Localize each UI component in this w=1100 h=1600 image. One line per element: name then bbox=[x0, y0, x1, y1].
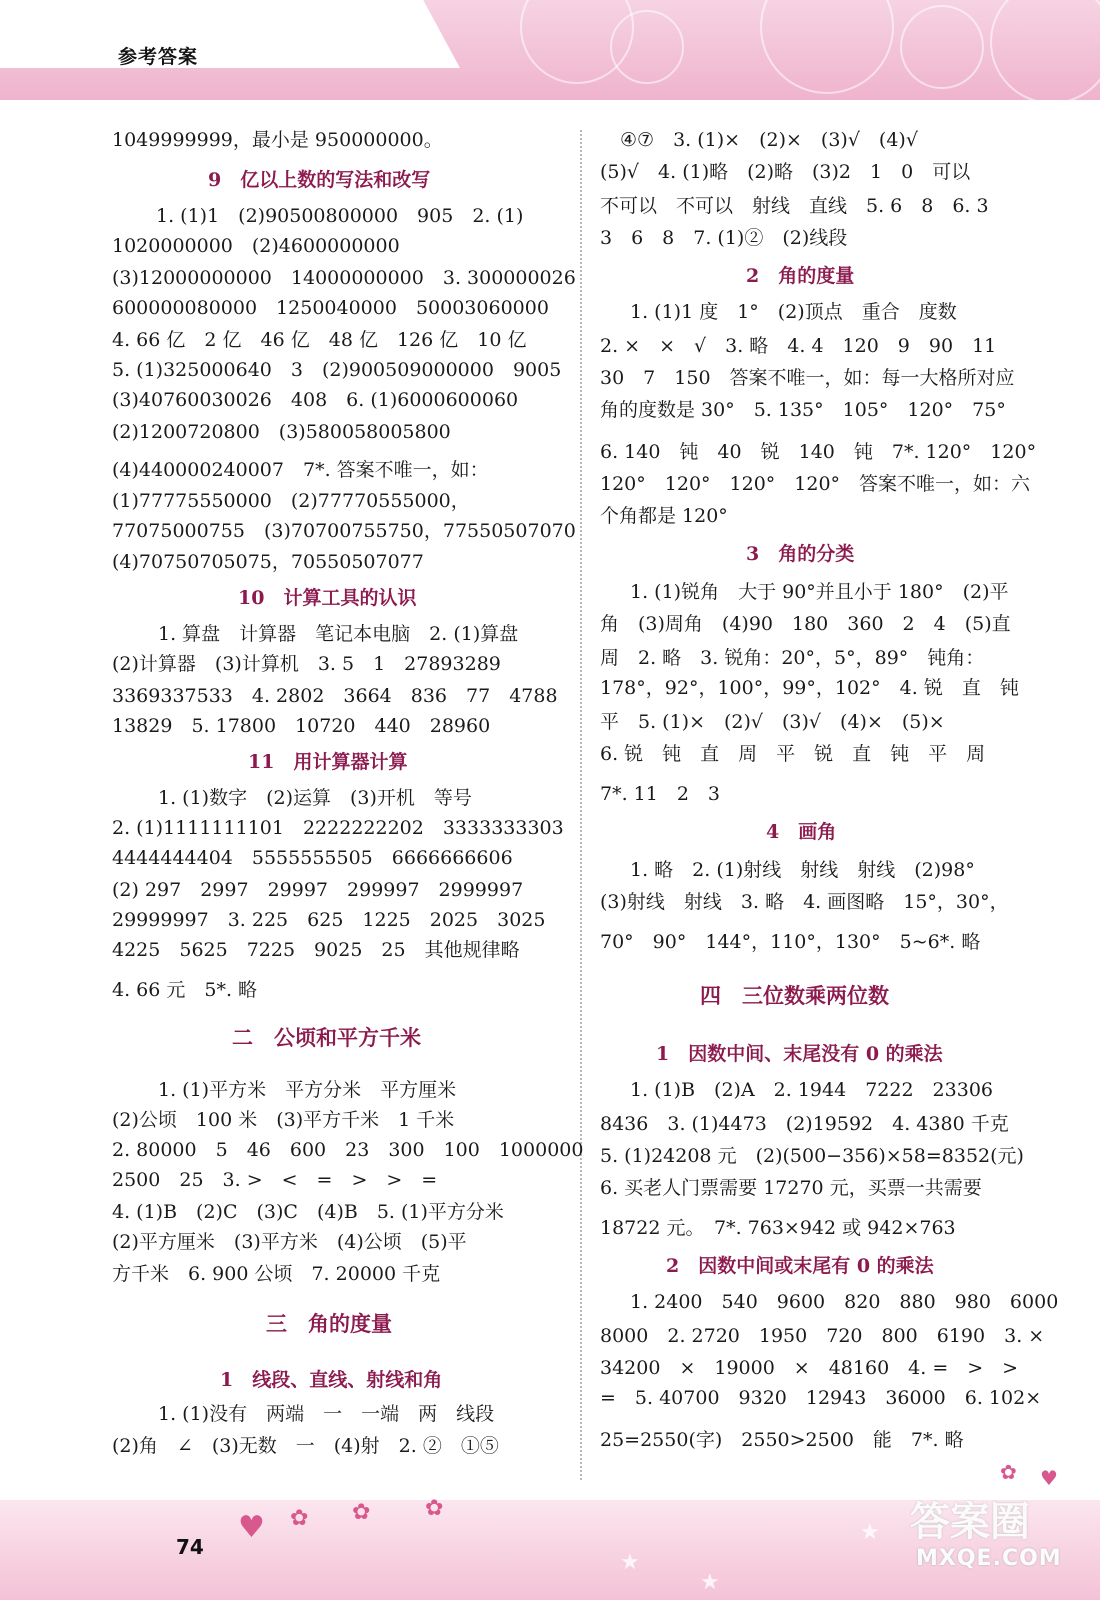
answer-line: 1. (1)B (2)A 2. 1944 7222 23306 bbox=[630, 1079, 993, 1101]
answer-line: 5. (1)325000640 3 (2)900509000000 9005 bbox=[112, 359, 562, 381]
answer-line: 1. (1)1 (2)90500800000 905 2. (1) bbox=[156, 205, 524, 227]
answer-line: 方千米 6. 900 公顷 7. 20000 千克 bbox=[112, 1263, 441, 1285]
answer-line: 1. 算盘 计算器 笔记本电脑 2. (1)算盘 bbox=[158, 623, 519, 645]
star-icon: ★ bbox=[700, 1570, 720, 1595]
answer-line: (4)70750705075，70550507077 bbox=[112, 551, 424, 573]
header-tab bbox=[0, 0, 460, 68]
header-band bbox=[0, 0, 1100, 100]
answer-line: 70° 90° 144°，110°，130° 5~6*. 略 bbox=[600, 931, 981, 953]
answer-line: (3)射线 射线 3. 略 4. 画图略 15°，30°， bbox=[600, 891, 1009, 913]
answer-line: 2. 80000 5 46 600 23 300 100 1000000 bbox=[112, 1139, 584, 1161]
answer-line: 7*. 11 2 3 bbox=[600, 783, 721, 805]
answer-line: 30 7 150 答案不唯一，如：每一大格所对应 bbox=[600, 367, 1015, 389]
answer-line: 1. (1)平方米 平方分米 平方厘米 bbox=[158, 1079, 457, 1101]
flower-icon: ✿ bbox=[352, 1500, 371, 1525]
answer-line: 6. 锐 钝 直 周 平 锐 直 钝 平 周 bbox=[600, 743, 986, 765]
answer-line: 178°，92°，100°，99°，102° 4. 锐 直 钝 bbox=[600, 677, 1019, 699]
answer-line: 1. (1)没有 两端 一 一端 两 线段 bbox=[158, 1403, 495, 1425]
chapter-heading: 三 角的度量 bbox=[266, 1311, 392, 1336]
section-heading: 9 亿以上数的写法和改写 bbox=[208, 169, 431, 191]
answer-line: 8436 3. (1)4473 (2)19592 4. 4380 千克 bbox=[600, 1113, 1009, 1135]
answer-line: 4. 66 亿 2 亿 46 亿 48 亿 126 亿 10 亿 bbox=[112, 329, 527, 351]
flower-icon: ✿ bbox=[1000, 1460, 1017, 1484]
answer-line: (2)平方厘米 (3)平方米 (4)公顷 (5)平 bbox=[112, 1231, 467, 1253]
answer-line: 4. 66 元 5*. 略 bbox=[112, 979, 258, 1001]
column-divider bbox=[580, 130, 582, 1480]
answer-line: ④⑦ 3. (1)× (2)× (3)√ (4)√ bbox=[620, 129, 918, 151]
answer-line: 周 2. 略 3. 锐角：20°，5°，89° 钝角： bbox=[600, 647, 985, 669]
answer-line: 4444444404 5555555505 6666666606 bbox=[112, 847, 513, 869]
page-number: 74 bbox=[176, 1535, 204, 1559]
flower-icon: ✿ bbox=[290, 1506, 309, 1531]
answer-line: 2. × × √ 3. 略 4. 4 120 9 90 11 bbox=[600, 335, 997, 357]
answer-line: 34200 × 19000 × 48160 4. = > > bbox=[600, 1357, 1019, 1379]
answer-line: 5. (1)24208 元 (2)(500−356)×58=8352(元) bbox=[600, 1145, 1024, 1167]
answer-line: 8000 2. 2720 1950 720 800 6190 3. × bbox=[600, 1325, 1045, 1347]
answer-line: 3 6 8 7. (1)② (2)线段 bbox=[600, 227, 848, 249]
section-heading: 10 计算工具的认识 bbox=[238, 587, 417, 609]
answer-line: (2) 297 2997 29997 299997 2999997 bbox=[112, 879, 524, 901]
answer-line: 1. (1)锐角 大于 90°并且小于 180° (2)平 bbox=[630, 581, 1009, 603]
answer-line: 1. (1)数字 (2)运算 (3)开机 等号 bbox=[158, 787, 472, 809]
answer-line: 个角都是 120° bbox=[600, 505, 728, 527]
answer-line: 25=2550(字) 2550>2500 能 7*. 略 bbox=[600, 1429, 964, 1451]
answer-line: (3)12000000000 14000000000 3. 300000026 bbox=[112, 267, 576, 289]
section-heading: 11 用计算器计算 bbox=[248, 751, 408, 773]
answer-line: (2)角 ∠ (3)无数 一 (4)射 2. ② ①⑤ bbox=[112, 1435, 499, 1457]
header-label: 参考答案 bbox=[118, 46, 199, 68]
answer-line: = 5. 40700 9320 12943 36000 6. 102× bbox=[600, 1387, 1042, 1409]
answer-line: 3369337533 4. 2802 3664 836 77 4788 bbox=[112, 685, 558, 707]
answer-line: 2500 25 3. > < = > > = bbox=[112, 1169, 438, 1191]
answer-line: (2)公顷 100 米 (3)平方千米 1 千米 bbox=[112, 1109, 455, 1131]
watermark-url: MXQE.COM bbox=[916, 1546, 1062, 1571]
answer-line: (3)40760030026 408 6. (1)6000600060 bbox=[112, 389, 519, 411]
answer-line: 77075000755 (3)70700755750，77550507070 bbox=[112, 520, 576, 542]
answer-line: 平 5. (1)× (2)√ (3)√ (4)× (5)× bbox=[600, 711, 945, 733]
answer-line: 120° 120° 120° 120° 答案不唯一，如：六 bbox=[600, 473, 1031, 495]
answer-line: 4. (1)B (2)C (3)C (4)B 5. (1)平方分米 bbox=[112, 1201, 504, 1223]
section-heading: 3 角的分类 bbox=[746, 543, 855, 565]
answer-line: 1020000000 (2)4600000000 bbox=[112, 235, 400, 257]
answer-line: 6. 140 钝 40 锐 140 钝 7*. 120° 120° bbox=[600, 441, 1037, 463]
answer-line: 1. 2400 540 9600 820 880 980 6000 bbox=[630, 1291, 1059, 1313]
answer-line: 角 (3)周角 (4)90 180 360 2 4 (5)直 bbox=[600, 613, 1011, 635]
answer-line: 29999997 3. 225 625 1225 2025 3025 bbox=[112, 909, 546, 931]
watermark bbox=[904, 1490, 1080, 1580]
answer-line: 6. 买老人门票需要 17270 元，买票一共需要 bbox=[600, 1177, 982, 1199]
answer-line: (2)计算器 (3)计算机 3. 5 1 27893289 bbox=[112, 653, 501, 675]
chapter-heading: 四 三位数乘两位数 bbox=[700, 983, 889, 1008]
chapter-heading: 二 公顷和平方千米 bbox=[232, 1025, 421, 1050]
answer-line: 1. 略 2. (1)射线 射线 射线 (2)98° bbox=[630, 859, 975, 881]
star-icon: ★ bbox=[860, 1520, 880, 1545]
watermark-logo: 答案圈 bbox=[910, 1499, 1030, 1545]
answer-line: 不可以 不可以 射线 直线 5. 6 8 6. 3 bbox=[600, 195, 989, 217]
answer-line: 角的度数是 30° 5. 135° 105° 120° 75° bbox=[600, 399, 1006, 421]
answer-line: 18722 元。 7*. 763×942 或 942×763 bbox=[600, 1217, 956, 1239]
answer-line: (1)77775550000 (2)77770555000， bbox=[112, 490, 470, 512]
heart-icon: ♥ bbox=[1040, 1466, 1058, 1490]
section-heading: 2 因数中间或末尾有 0 的乘法 bbox=[666, 1255, 934, 1277]
answer-line: (2)1200720800 (3)580058005800 bbox=[112, 421, 451, 443]
star-icon: ★ bbox=[620, 1550, 640, 1575]
decor-bubble bbox=[610, 10, 684, 84]
answer-line: (4)440000240007 7*. 答案不唯一，如： bbox=[112, 459, 489, 481]
answer-line: 13829 5. 17800 10720 440 28960 bbox=[112, 715, 491, 737]
section-heading: 1 线段、直线、射线和角 bbox=[220, 1369, 443, 1391]
answer-line: 600000080000 1250040000 50003060000 bbox=[112, 297, 549, 319]
decor-bubble bbox=[760, 0, 894, 94]
answer-line: 1049999999，最小是 950000000。 bbox=[112, 129, 443, 151]
section-heading: 1 因数中间、末尾没有 0 的乘法 bbox=[656, 1043, 943, 1065]
section-heading: 2 角的度量 bbox=[746, 265, 855, 287]
answer-line: (5)√ 4. (1)略 (2)略 (3)2 1 0 可以 bbox=[600, 161, 971, 183]
decor-bubble bbox=[900, 5, 984, 89]
answer-line: 4225 5625 7225 9025 25 其他规律略 bbox=[112, 939, 520, 961]
section-heading: 4 画角 bbox=[766, 821, 837, 843]
answer-line: 2. (1)1111111101 2222222202 3333333303 bbox=[112, 817, 564, 839]
flower-icon: ✿ bbox=[425, 1496, 444, 1521]
decor-bubble bbox=[990, 0, 1100, 100]
heart-icon: ♥ bbox=[238, 1510, 265, 1545]
answer-line: 1. (1)1 度 1° (2)顶点 重合 度数 bbox=[630, 301, 957, 323]
